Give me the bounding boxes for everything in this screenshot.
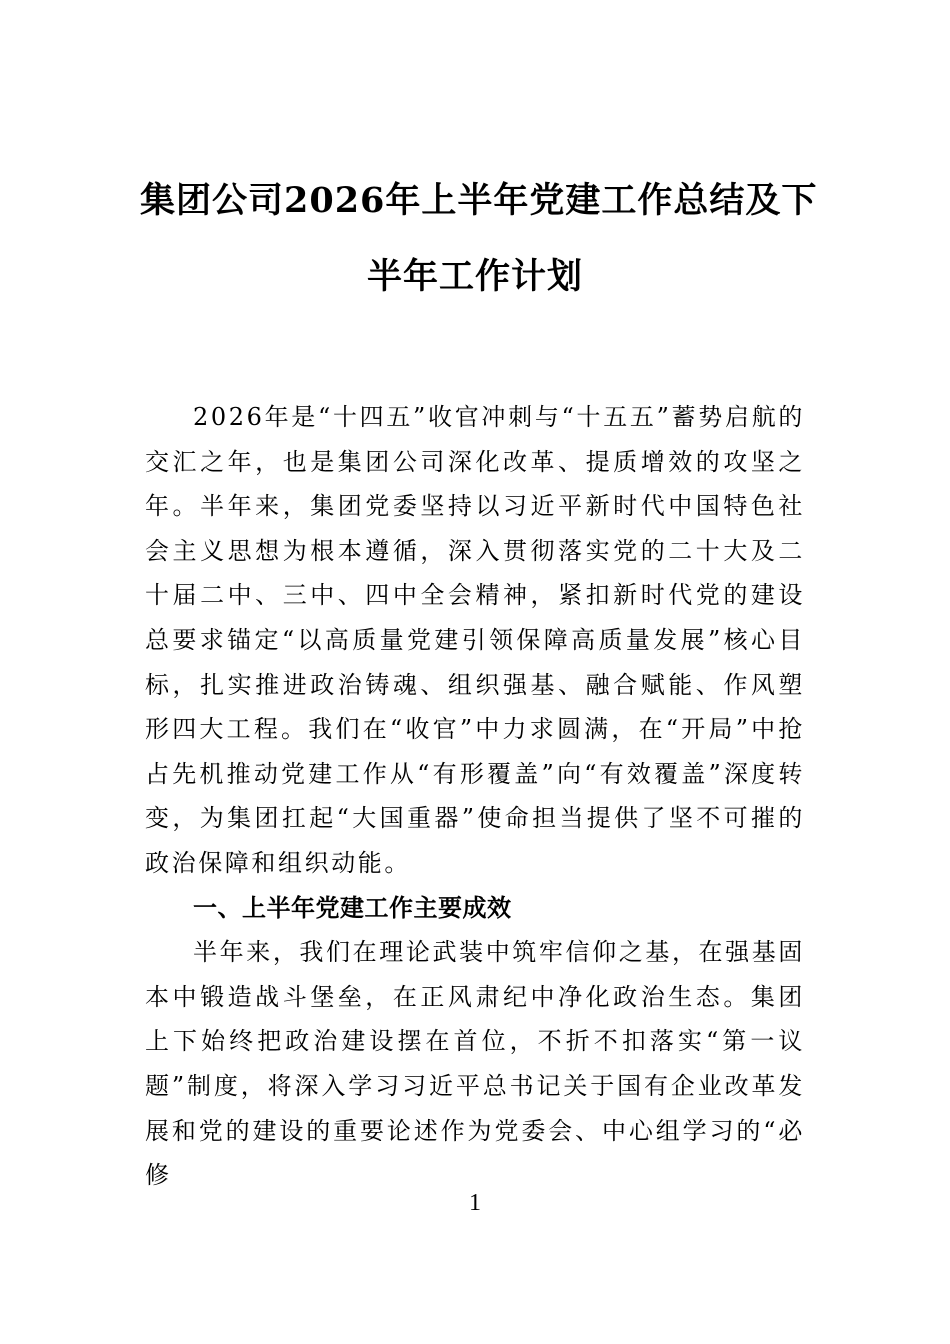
document-body xyxy=(145,395,805,1198)
title-line-1: 集团公司2026年上半年党建工作总结及下 xyxy=(140,180,818,221)
section-heading-1: 一、上半年党建工作主要成效 xyxy=(193,893,512,922)
intro-paragraph: 2026年是“十四五”收官冲刺与“十五五”蓄势启航的交汇之年，也是集团公司深化改革、提质增效的攻坚之年。半年来，集团党委坚持以习近平新时代中国特色社会主义思想为根本遵循，深入贯彻落实党的二十大及二十届二中、三中、四中全会精神，紧扣新时代党的建设总要求锚定“以高质量党建引领保障高质量发展”核心目标，扎实推进政治铸魂、组织强基、融合赋能、作风塑形四大工程。我们在“收官”中力求圆满，在“开局”中抢占先机推动党建工作从“有形覆盖”向“有效覆盖”深度转变，为集团扛起“大国重器”使命担当提供了坚不可摧的政治保障和组织动能。 xyxy=(145,403,805,877)
title-line-2: 半年工作计划 xyxy=(366,256,583,297)
document-title xyxy=(140,163,818,315)
page-number: 1 xyxy=(469,1190,481,1216)
section-1-paragraph: 半年来，我们在理论武装中筑牢信仰之基，在强基固本中锻造战斗堡垒，在正风肃纪中净化政治生态。集团上下始终把政治建设摆在首位，不折不扣落实“第一议题”制度，将深入学习习近平总书记关于国有企业改革发展和党的建设的重要论述作为党委会、中心组学习的“必修 xyxy=(145,938,805,1190)
